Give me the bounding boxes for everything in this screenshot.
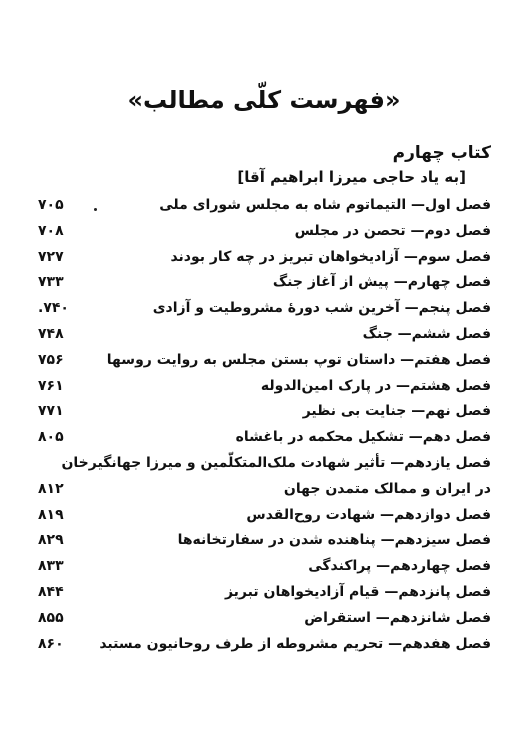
toc-entry-page: ۷۰۸ [38,222,64,239]
toc-row [0,425,528,451]
toc-row [0,270,528,296]
toc-row [0,348,528,374]
toc-entry-page: ۷۲۷ [38,248,64,265]
toc-entry-label: فصل چهاردهم— پراکندگی [308,558,491,575]
toc-entry-label: فصل دوم— تحصن در مجلس [294,222,491,239]
toc-entry-label: فصل چهارم— پیش از آغاز جنگ [272,274,491,291]
toc-entry-label: فصل دهم— تشکیل محکمه در باغشاه [235,429,491,446]
toc-entry-label: فصل دوازدهم— شهادت روح‌القدس [246,506,491,523]
toc-row [0,477,528,503]
toc-entry-label: فصل یازدهم— تأثیر شهادت ملک‌المتکلّمین و میرزا جهانگیرخان [61,454,491,471]
toc-entry-label: فصل نهم— جنایت بی نظیر [302,403,491,420]
toc-entry-label: در ایران و ممالک متمدن جهان [283,480,491,497]
toc-entry-page: ۸۱۲ [38,480,64,497]
toc-row [0,245,528,271]
toc-row [0,219,528,245]
toc-row [0,451,528,477]
toc-row [0,580,528,606]
toc-entry-page: ۸۰۵ [38,429,64,446]
toc-entry-page: ۸۳۳ [38,558,64,575]
toc-entry-page: ۷۶۱ [38,377,64,394]
toc-entry-page: ۸۲۹ [38,532,64,549]
toc-row [0,528,528,554]
toc-entry-label: فصل سیزدهم— پناهنده شدن در سفارتخانه‌ها [177,532,491,549]
toc-row [0,322,528,348]
page-title: «فهرست کلّی مطالب» [127,86,401,114]
toc-entry-label: فصل هشتم— در پارک امین‌الدوله [260,377,491,394]
toc-row [0,193,528,219]
toc-row [0,632,528,658]
toc-row [0,296,528,322]
book-title: کتاب چهارم [392,143,491,163]
toc-entry-label: فصل پنجم— آخرین شب دورهٔ مشروطیت و آزادی [152,300,491,317]
toc-entry-label: فصل اول— التیماتوم شاه به مجلس شورای ملی [159,197,491,213]
toc-row [0,606,528,632]
toc-entry-page: ۸۵۵ [38,609,64,626]
toc-entry-page: ۷۴۸ [38,325,64,342]
toc-entry-page: ۸۴۴ [38,583,64,600]
toc-entry-label: فصل ششم— جنگ [362,325,491,342]
toc-entry-page: ۷۰۵ [38,197,64,213]
toc-entry-label: فصل هفدهم— تحریم مشروطه از طرف روحانیون مستبد [99,635,491,652]
toc-row [0,374,528,400]
toc-entry-label: فصل سوم— آزادیخواهان تبریز در چه کار بودند [170,248,491,265]
toc-entry-label: فصل شانزدهم— استقراض [304,609,491,626]
toc-row [0,554,528,580]
toc-entry-page: ۸۱۹ [38,506,64,523]
toc-entries [0,193,528,657]
toc-entry-page: ۷۴۰. [38,300,69,317]
toc-row [0,399,528,425]
toc-row [0,503,528,529]
toc-entry-label: فصل پانزدهم— قیام آزادیخواهان تبریز [224,583,491,600]
toc-entry-label: فصل هفتم— داستان توپ بستن مجلس به روایت روسها [106,351,491,368]
toc-entry-page: ۷۳۳ [38,274,64,291]
toc-entry-page: ۸۶۰ [38,635,64,652]
book-dedication: [به یاد حاجی میرزا ابراهیم آقا] [237,168,466,186]
toc-entry-page: ۷۵۶ [38,351,64,368]
toc-entry-page: ۷۷۱ [38,403,64,420]
